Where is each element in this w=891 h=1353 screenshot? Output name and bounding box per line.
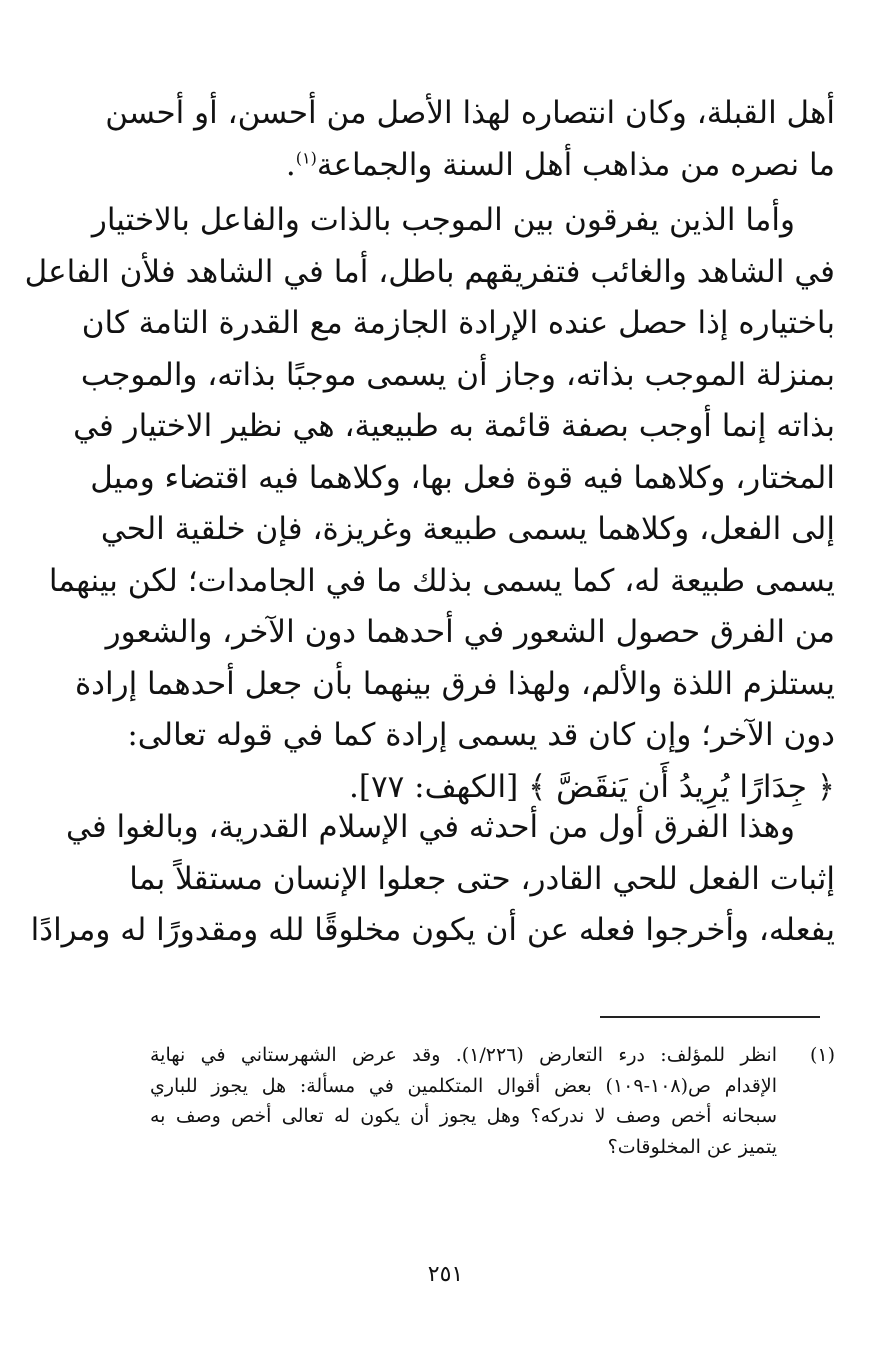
paragraph-line: باختياره إذا حصل عنده الإرادة الجازمة مع القدرة التامة كان [81,305,835,341]
paragraph-line: بمنزلة الموجب بذاته، وجاز أن يسمى موجبًا بذاته، والموجب [80,356,835,393]
paragraph-line: دون الآخر؛ وإن كان قد يسمى إرادة كما في قوله تعالى: [127,717,835,753]
paragraph-line: يفعله، وأخرجوا فعله عن أن يكون مخلوقًا لله ومقدورًا له ومرادًا [30,912,835,948]
quran-verse: ﴿ جِدَارًا يُرِيدُ أَن يَنقَضَّ ﴾ [528,768,835,805]
footnote-line: انظر للمؤلف: درء التعارض (١/٢٢٦). وقد عرض الشهرستاني في نهاية [150,1044,777,1066]
paragraph-line: وأما الذين يفرقون بين الموجب بالذات والفاعل بالاختيار [91,202,795,238]
footnote-marker: (١) [809,1044,835,1066]
footnote-body [150,1040,777,1162]
paragraph-line: من الفرق حصول الشعور في أحدهما دون الآخر، والشعور [105,614,835,650]
paragraph-line [150,140,835,192]
page-number: ٢٥١ [427,1262,464,1287]
paragraph-2 [24,195,835,813]
footnote-line: سبحانه أخص وصف لا ندركه؟ وهل يجوز أن يكون له تعالى أخص وصف به [150,1105,777,1127]
paragraph-line: إلى الفعل، وكلاهما يسمى طبيعة وغريزة، فإن خلقية الحي [100,511,835,547]
paragraph-line: يسمى طبيعة له، كما يسمى بذلك ما في الجامدات؛ لكن بينهما [48,562,835,599]
paragraph-line: في الشاهد والغائب فتفريقهم باطل، أما في الشاهد فلأن الفاعل [24,253,835,290]
sentence-end: . [285,146,296,183]
footnote-reference: (١) [295,148,317,168]
paragraph-line: إثبات الفعل للحي القادر، حتى جعلوا الإنسان مستقلاً بما [129,860,835,897]
paragraph-line: وهذا الفرق أول من أحدثه في الإسلام القدرية، وبالغوا في [66,809,795,845]
paragraph-line-text: ما نصره من مذاهب أهل السنة والجماعة [316,146,835,183]
paragraph-line: بذاته إنما أوجب بصفة قائمة به طبيعية، هي نظير الاختيار في [73,408,835,444]
paragraph-line: المختار، وكلاهما فيه قوة فعل بها، وكلاهما فيه اقتضاء وميل [90,459,835,496]
paragraph-1 [105,88,835,191]
quran-reference: [الكهف: ٧٧]. [349,768,519,805]
paragraph-line: يستلزم اللذة والألم، ولهذا فرق بينهما بأن جعل أحدهما إرادة [74,665,835,702]
paragraph-3 [30,802,835,957]
paragraph-line: أهل القبلة، وكان انتصاره لهذا الأصل من أحسن، أو أحسن [105,95,835,131]
footnote-line: الإقدام ص(١٠٨-١٠٩) بعض أقوال المتكلمين في مسألة: هل يجوز للباري [150,1074,777,1097]
footnote [150,1040,835,1162]
footnote-line: يتميز عن المخلوقات؟ [607,1135,777,1158]
footnote-separator [600,1016,820,1018]
